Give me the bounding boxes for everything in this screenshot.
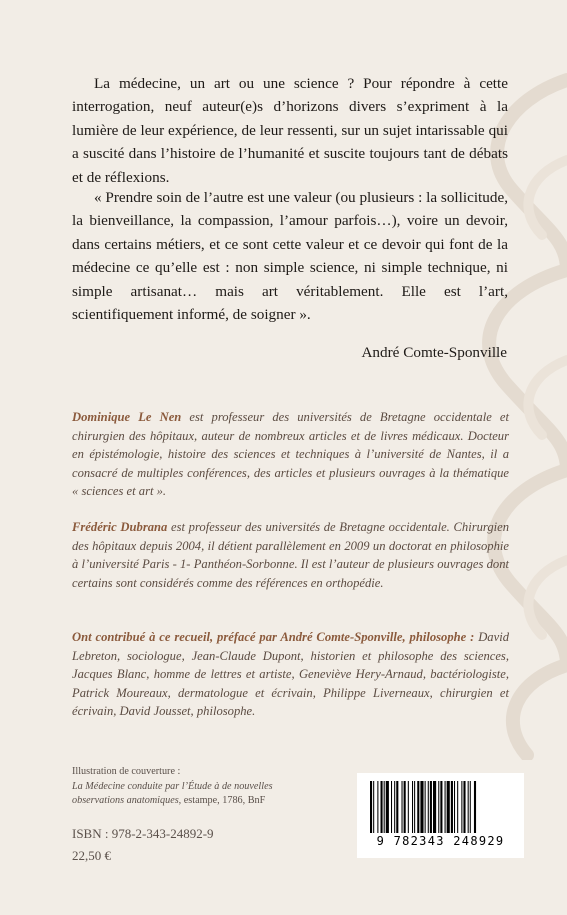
barcode-bars	[369, 781, 512, 833]
barcode-bar	[445, 781, 446, 833]
barcode-bar	[420, 781, 423, 833]
barcode-number: 9 782343 248929	[376, 834, 505, 848]
barcode-bar	[396, 781, 398, 833]
barcode-bar	[402, 781, 403, 833]
barcode-bar	[440, 781, 442, 833]
barcode-bar	[474, 781, 476, 833]
barcode-bar	[373, 781, 374, 833]
author-name-2: Frédéric Dubrana	[72, 520, 168, 534]
author-bio-text-2: est professeur des universités de Bretagne occidentale. Chirurgien des hôpitaux depuis 2004, il détient parallèlement en 2009 un doctorat en philosophie à l’université Paris - 1- Panthéon-Sorbonne. Il est l’auteur de plusieurs ouvrages dont certains sont considérés comme des références en orthopédie.	[72, 520, 510, 590]
illustration-label: Illustration de couverture :	[72, 766, 181, 777]
quote-paragraph: « Prendre soin de l’autre est une valeur (ou plusieurs : la sollicitude, la bienveillance, la compassion, l’amour parfois…), voire un devoir, dans certains métiers, et ce sont cette valeur et ce devoir qui font de la médecine ce qu’elle est : non simple science, ni simple technique, ni simple artisanat… mais art véritablement. Elle est l’art, scientifiquement informé, de soigner ».	[72, 189, 508, 324]
barcode-bar	[425, 781, 426, 833]
isbn: ISBN : 978-2-343-24892-9	[72, 826, 214, 841]
barcode	[357, 773, 524, 858]
illustration-credit	[72, 765, 322, 809]
quote-author: André Comte-Sponville	[361, 344, 507, 361]
contributors-list: David Lebreton, sociologue, Jean-Claude Dupont, historien et philosophe des sciences, Jacques Blanc, homme de lettres et artiste, Geneviève Hery-Arnaud, bactériologiste, Patrick Moureaux, dermatologue et écrivain, Philippe Liverneaux, chirurgien et écrivain, David Jousset, philosophe.	[72, 630, 509, 719]
barcode-bar	[454, 781, 455, 833]
barcode-bar	[451, 781, 453, 833]
barcode-bar	[457, 781, 458, 833]
price: 22,50 €	[72, 848, 111, 863]
barcode-bar	[384, 781, 385, 833]
barcode-bar	[447, 781, 450, 833]
barcode-bar	[391, 781, 392, 833]
barcode-bar	[470, 781, 471, 833]
barcode-bar	[404, 781, 406, 833]
illustration-details: estampe, 1786, BnF	[181, 795, 266, 807]
author-bio-2	[72, 518, 509, 592]
barcode-bar	[468, 781, 469, 833]
author-bio-1	[72, 408, 509, 501]
barcode-bar	[414, 781, 415, 833]
illustration-title: La Médecine conduite par l’Étude à de nouvelles observations anatomiques,	[72, 780, 273, 807]
barcode-bar	[394, 781, 395, 833]
contributors-heading: Ont contribué à ce recueil, préfacé par André Comte-Sponville, philosophe :	[72, 630, 475, 644]
barcode-bar	[461, 781, 462, 833]
barcode-bar	[428, 781, 429, 833]
intro-paragraph: La médecine, un art ou une science ? Pour répondre à cette interrogation, neuf auteur(e)s d’horizons divers s’expriment à la lumière de leur expérience, de leur ressenti, sur un sujet intarissable qui a suscité dans l’histoire de l’humanité et suscite toujours tant de débats et de réflexions.	[72, 75, 508, 186]
contributors	[72, 628, 509, 721]
barcode-bar	[438, 781, 439, 833]
barcode-bar	[430, 781, 432, 833]
barcode-bar	[433, 781, 436, 833]
barcode-bar	[381, 781, 383, 833]
author-bio-text-1: est professeur des universités de Bretagne occidentale et chirurgien des hôpitaux, auteur de nombreux articles et de livres médicaux. Docteur en épistémologie, histoire des sciences et techniques à l’université de Nantes, il a consacré de multiples conférences, des articles et plusieurs ouvrages à la thématique « sciences et art ».	[72, 410, 509, 499]
barcode-bar	[417, 781, 419, 833]
barcode-bar	[463, 781, 465, 833]
author-name-1: Dominique Le Nen	[72, 410, 182, 424]
barcode-bar	[412, 781, 413, 833]
barcode-bar	[408, 781, 409, 833]
barcode-bar	[377, 781, 378, 833]
barcode-bar	[370, 781, 372, 833]
barcode-bar	[386, 781, 389, 833]
